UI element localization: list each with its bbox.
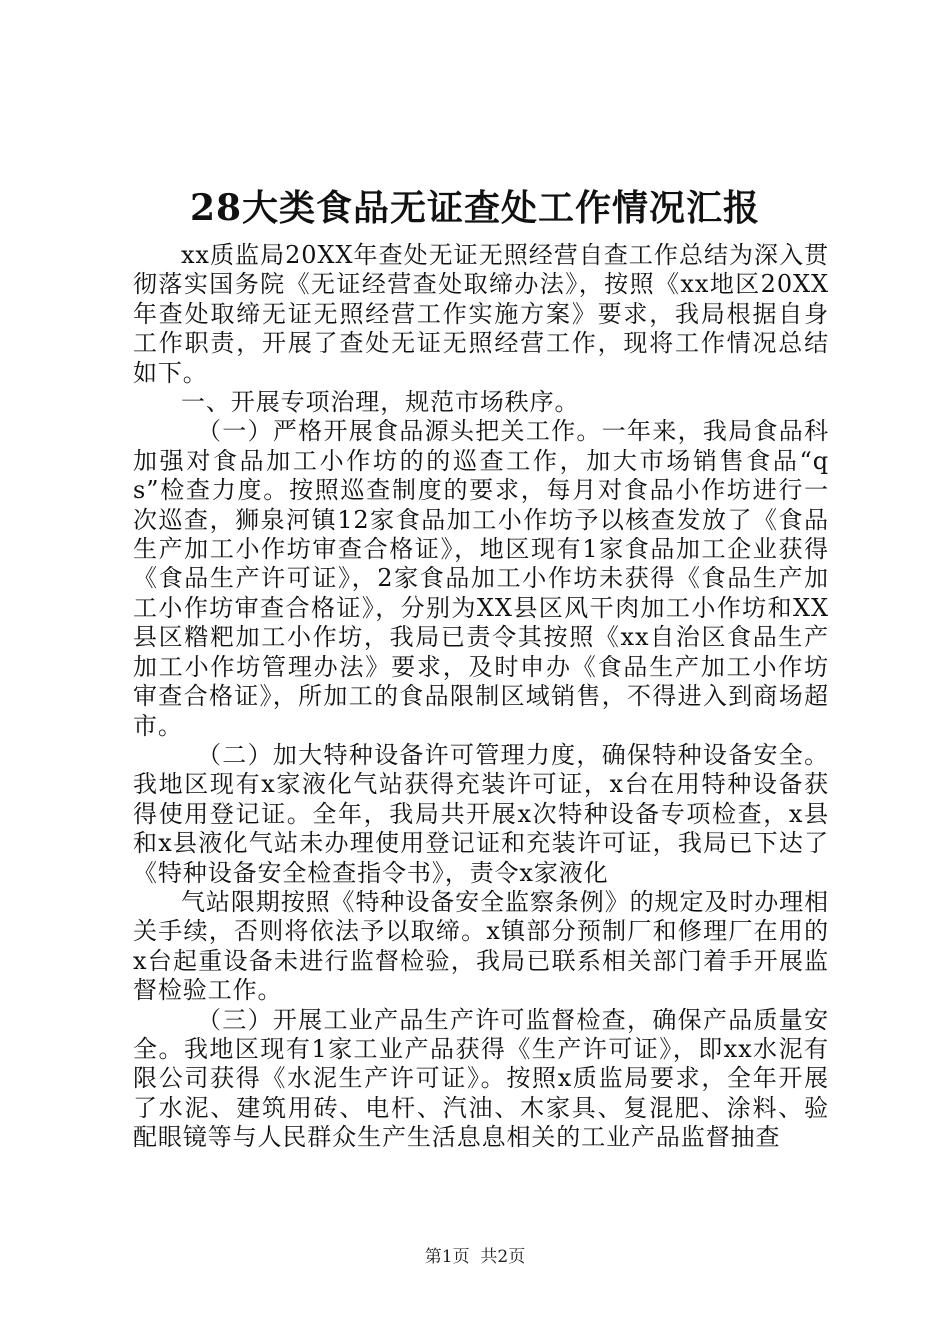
document-body (133, 241, 829, 1153)
intro-paragraph: xx质监局20XX年查处无证无照经营自查工作总结为深入贯彻落实国务院《无证经营查处取缔办法》，按照《xx地区20XX年查处取缔无证无照经营工作实施方案》要求，我局根据自身工作职责，开展了查处无证无照经营工作，现将工作情况总结如下。 (133, 241, 829, 387)
page-number: 第1页 (424, 1247, 470, 1267)
page-footer (0, 1246, 950, 1268)
section-heading: 一、开展专项治理，规范市场秩序。 (181, 388, 580, 417)
document-title: 28大类食品无证查处工作情况汇报 (189, 187, 761, 229)
subsection-2-paragraph: （二）加大特种设备许可管理力度，确保特种设备安全。我地区现有x家液化气站获得充装许可证，x台在用特种设备获得使用登记证。全年，我局共开展x次特种设备专项检查，x县和x县液化气站未办理使用登记证和充装许可证，我局已下达了《特种设备安全检查指令书》，责令x家液化 (133, 740, 829, 887)
subsection-2-continued-paragraph: 气站限期按照《特种设备安全监察条例》的规定及时办理相关手续，否则将依法予以取缔。x镇部分预制厂和修理厂在用的x台起重设备未进行监督检验，我局已联系相关部门着手开展监督检验工作。 (133, 887, 829, 1005)
subsection-3-paragraph: （三）开展工业产品生产许可监督检查，确保产品质量安全。我地区现有1家工业产品获得《生产许可证》，即xx水泥有限公司获得《水泥生产许可证》。按照x质监局要求，全年开展了水泥、建筑用砖、电杆、汽油、木家具、复混肥、涂料、验配眼镜等与人民群众生产生活息息相关的工业产品监督抽查 (133, 1005, 829, 1152)
total-pages: 共2页 (480, 1247, 526, 1267)
subsection-1-paragraph: （一）严格开展食品源头把关工作。一年来，我局食品科加强对食品加工小作坊的的巡查工作，加大市场销售食品“qs”检查力度。按照巡查制度的要求，每月对食品小作坊进行一次巡查，狮泉河镇12家食品加工小作坊予以核查发放了《食品生产加工小作坊审查合格证》，地区现有1家食品加工企业获得《食品生产许可证》，2家食品加工小作坊未获得《食品生产加工小作坊审查合格证》，分别为XX县区风干肉加工小作坊和XX县区糌粑加工小作坊，我局已责令其按照《xx自治区食品生产加工小作坊管理办法》要求，及时申办《食品生产加工小作坊审查合格证》，所加工的食品限制区域销售，不得进入到商场超市。 (133, 417, 829, 740)
